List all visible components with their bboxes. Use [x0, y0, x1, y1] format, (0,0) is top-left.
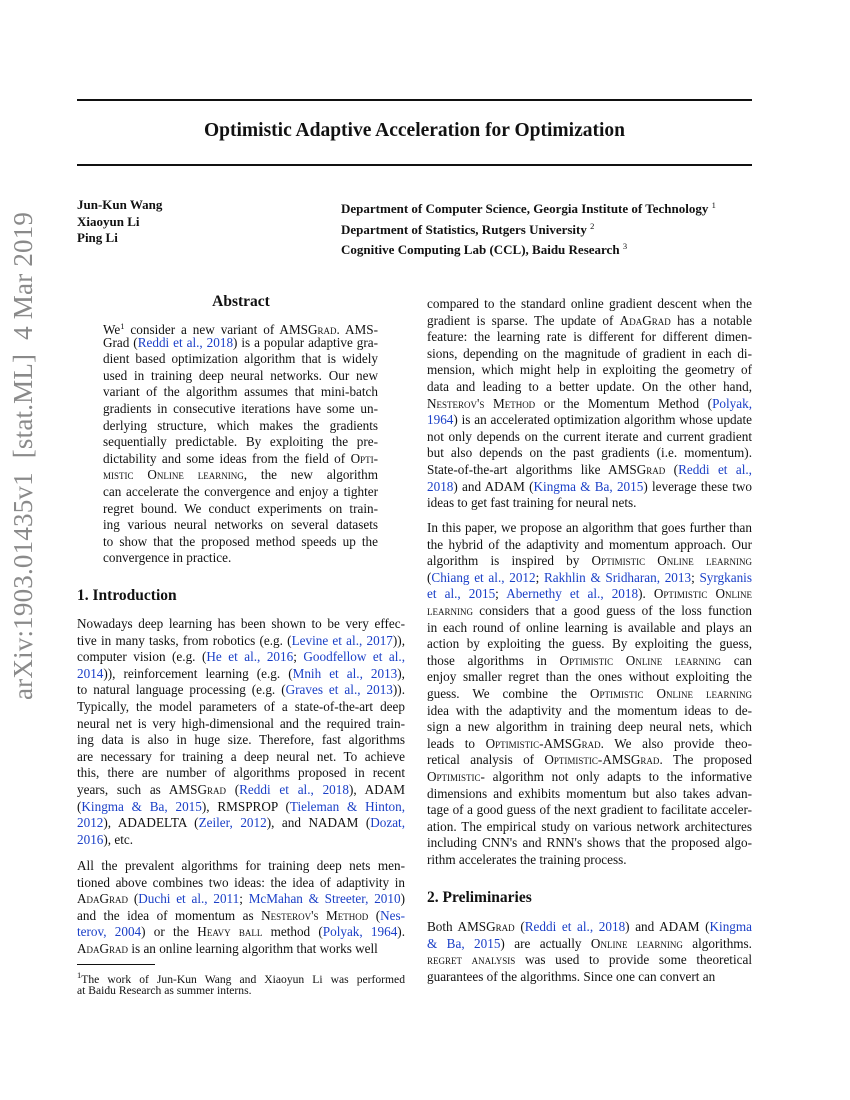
- text-line: [427, 445, 752, 462]
- text-line: [427, 362, 752, 379]
- text-run: The work of Jun-Kun Wang and Xiaoyun Li was performed: [81, 973, 405, 986]
- text-run: (: [225, 781, 240, 797]
- text-run: ), ADAM: [348, 781, 405, 797]
- text-line: [77, 699, 405, 716]
- text-run: tioned above combines two ideas: the idea of adaptivity in: [77, 874, 405, 890]
- text-run: not only depends on the current iterate and current gradient: [427, 428, 752, 444]
- text-line: [103, 368, 378, 385]
- text-line: [103, 467, 378, 484]
- citation-link[interactable]: Chiang et al., 2012: [431, 569, 536, 585]
- text-line: [103, 384, 378, 401]
- citation-link[interactable]: Reddi et al., 2018: [524, 919, 626, 934]
- text-line: [427, 786, 752, 803]
- small-caps-term: AdaGrad: [77, 940, 129, 956]
- text-run: State-of-the-art algorithms like AMS: [427, 461, 637, 477]
- text-run: algorithm is inspired by: [427, 553, 592, 569]
- text-run: used in training deep neural networks. Our new: [103, 367, 378, 383]
- text-run: tive in many tasks, from robotics (e.g. (: [77, 632, 292, 648]
- small-caps-term: Nesterov's Method: [261, 907, 369, 923]
- section-heading-introduction: 1. Introduction: [77, 587, 177, 604]
- citation-link[interactable]: Rakhlin & Sridharan, 2013: [544, 569, 692, 585]
- text-run: guess. We combine the: [427, 685, 591, 701]
- text-run: ) leverage these two: [643, 478, 752, 494]
- author-name: Jun-Kun Wang: [77, 197, 163, 212]
- text-line: [427, 919, 752, 936]
- text-run: )), reinforcement learning (e.g. (: [103, 665, 293, 681]
- text-line: [427, 603, 752, 620]
- text-run: variant of the algorithm assumes that mini-batch: [103, 384, 378, 400]
- text-run: those algorithms in: [427, 652, 560, 668]
- text-run: (: [514, 919, 525, 934]
- author-affiliations: [341, 197, 716, 259]
- small-caps-term: Optimistic: [544, 752, 598, 768]
- affiliation-mark: 2: [590, 220, 595, 231]
- text-run: computer vision (e.g. (: [77, 649, 207, 665]
- text-run: can: [721, 652, 752, 668]
- citation-link[interactable]: Mnih et al., 2013: [292, 665, 398, 681]
- text-run: gradients in consecutive iterations have some un-: [103, 400, 378, 416]
- text-run: Typically, the model parameters of a state-of-the-art deep: [77, 698, 405, 714]
- arxiv-stamp: arXiv:1903.01435v1 [stat.ML] 4 Mar 2019: [8, 211, 38, 700]
- text-line: [77, 633, 405, 650]
- text-line: [427, 396, 752, 413]
- text-line: [427, 736, 752, 753]
- text-run: (: [665, 461, 679, 477]
- intro-paragraph-2: [77, 858, 405, 958]
- text-run: guarantees of the algorithms. Since one can convert an: [427, 968, 716, 984]
- small-caps-term: regret analysis: [427, 952, 516, 968]
- text-run: sequentially predictable. By exploiting the pre-: [103, 434, 378, 450]
- text-run: ) is an accelerated optimization algorithm whose update: [453, 412, 752, 428]
- text-run: ), etc.: [103, 831, 134, 847]
- text-line: [427, 553, 752, 570]
- author-names: [77, 197, 162, 247]
- text-run: tage of a good guess of the next gradient to facilitate acceler-: [427, 802, 752, 818]
- text-run: (: [427, 569, 432, 585]
- small-caps-term: Nesterov's Method: [427, 395, 536, 411]
- text-run: ) or the: [141, 924, 198, 940]
- affiliation-text: Department of Statistics, Rutgers University: [341, 221, 587, 237]
- small-caps-term: Grad: [572, 735, 601, 751]
- text-run: ).: [638, 586, 654, 602]
- small-caps-term: Optimistic Online learning: [559, 652, 721, 668]
- text-line: [427, 412, 752, 429]
- text-run: but also depends on the past gradients (i.e. momentum).: [427, 445, 752, 461]
- citation-link[interactable]: Tieleman & Hinton,: [289, 798, 405, 814]
- text-run: action by exploiting the guess. By exploiting the guess,: [427, 636, 752, 652]
- text-run: enjoy smaller regret than the ones without exploiting the: [427, 669, 752, 685]
- footnote: [77, 967, 405, 999]
- text-line: [427, 703, 752, 720]
- text-line: [103, 451, 378, 468]
- text-run: Grad (: [103, 334, 138, 350]
- citation-link[interactable]: Reddi et al.,: [678, 461, 752, 477]
- text-line: [103, 418, 378, 435]
- citation-link[interactable]: He et al., 2016: [206, 649, 294, 665]
- affiliation: [341, 238, 716, 259]
- text-run: and the idea of momentum as: [77, 907, 262, 923]
- small-caps-term: Optimistic: [427, 768, 481, 784]
- text-line: [77, 924, 405, 941]
- small-caps-term: Grad: [308, 322, 337, 337]
- text-run: retical analysis of: [427, 752, 545, 768]
- text-run: )),: [392, 632, 405, 648]
- text-run: . AMS-: [336, 322, 378, 337]
- text-run: convergence in practice.: [103, 550, 232, 566]
- citation-link[interactable]: McMahan & Streeter, 2010: [248, 891, 401, 907]
- right-paragraph-1: [427, 296, 752, 512]
- footnote-mark[interactable]: 1: [77, 970, 82, 980]
- text-line: [427, 520, 752, 537]
- footnote-mark[interactable]: 1: [120, 321, 125, 331]
- affiliation: [341, 218, 716, 239]
- text-run: In this paper, we propose an algorithm that goes further than: [427, 520, 752, 535]
- text-run: (: [128, 891, 139, 907]
- text-line: [427, 802, 752, 819]
- text-line: [427, 752, 752, 769]
- citation-link[interactable]: Levine et al., 2017: [291, 632, 393, 648]
- citation-link[interactable]: Goodfellow et al.,: [303, 649, 405, 665]
- text-run: ing data is also in huge size. Therefore, fast algorithms: [77, 732, 405, 748]
- text-run: Nowadays deep learning has been shown to be very effec-: [77, 616, 405, 631]
- text-run: gradient is sparse. The update of: [427, 312, 620, 328]
- text-line: [427, 936, 752, 953]
- text-run: ).: [397, 924, 405, 940]
- text-line: [103, 318, 378, 335]
- small-caps-term: Online learning: [590, 935, 683, 951]
- text-run: this, there are number of algorithms proposed in recent: [77, 765, 405, 781]
- small-caps-term: mistic Online learning: [103, 467, 244, 483]
- text-run: can accelerate the convergence and enjoy a tighter: [103, 483, 378, 499]
- text-run: ), and NADAM (: [266, 815, 371, 831]
- text-line: [103, 550, 378, 567]
- text-line: [103, 401, 378, 418]
- text-run: to show that the proposed method speeds up the: [103, 533, 378, 549]
- right-paragraph-2: [427, 520, 752, 868]
- text-line: [77, 908, 405, 925]
- text-run: is an online learning algorithm that works well: [128, 940, 378, 956]
- text-run: - algorithm not only adapts to the informative: [480, 768, 752, 784]
- text-run: ) and ADAM (: [453, 478, 534, 494]
- citation-link[interactable]: 2018: [427, 478, 454, 494]
- text-line: [427, 329, 752, 346]
- text-run: (: [368, 907, 381, 923]
- small-caps-term: Optimistic Online learning: [591, 553, 752, 569]
- small-caps-term: Optimistic: [485, 735, 540, 751]
- small-caps-term: AdaGrad: [619, 312, 671, 328]
- text-line: [77, 941, 405, 958]
- text-line: [427, 636, 752, 653]
- text-run: ;: [495, 586, 507, 602]
- text-run: All the prevalent algorithms for training deep nets men-: [77, 858, 405, 873]
- text-run: . The proposed: [659, 752, 752, 768]
- small-caps-term: Grad: [197, 781, 226, 797]
- small-caps-term: Optimistic Online learning: [590, 685, 752, 701]
- text-run: leads to: [427, 735, 486, 751]
- citation-link[interactable]: Polyak,: [712, 395, 752, 411]
- text-line: [103, 517, 378, 534]
- text-run: -AMS: [539, 735, 573, 751]
- text-run: are necessary for training a deep neural net. To achieve: [77, 748, 405, 764]
- text-line: [427, 586, 752, 603]
- text-line: [427, 346, 752, 363]
- small-caps-term: Grad: [486, 919, 515, 934]
- text-run: sign a new algorithm in training deep neural nets, which: [427, 719, 752, 735]
- text-line: [103, 534, 378, 551]
- text-line: [427, 835, 752, 852]
- citation-link[interactable]: 2016: [77, 831, 104, 847]
- small-caps-term: Heavy ball: [197, 924, 263, 940]
- text-line: [427, 379, 752, 396]
- author-name: Xiaoyun Li: [77, 213, 140, 229]
- text-run: ation. The empirical study on various network architectures: [427, 818, 752, 834]
- citation-link[interactable]: Zeiler, 2012: [198, 815, 267, 831]
- text-line: [427, 570, 752, 587]
- abstract-body: [103, 318, 378, 567]
- text-line: [77, 716, 405, 733]
- title-bottom-rule: [77, 164, 752, 166]
- text-line: [77, 815, 405, 832]
- text-line: [77, 649, 405, 666]
- text-line: [103, 351, 378, 368]
- text-run: dient based optimization algorithm that is widely: [103, 351, 378, 367]
- text-run: ing various neural networks on several datasets: [103, 517, 378, 533]
- affiliation-text: Cognitive Computing Lab (CCL), Baidu Research: [341, 242, 620, 258]
- text-line: [427, 537, 752, 554]
- citation-link[interactable]: 2014: [77, 665, 104, 681]
- text-run: )).: [392, 682, 405, 698]
- text-line: [427, 719, 752, 736]
- text-line: [427, 852, 752, 869]
- text-line: [77, 967, 405, 986]
- text-line: [427, 429, 752, 446]
- text-run: ),: [397, 665, 405, 681]
- affiliation: [341, 197, 716, 218]
- text-run: considers that a good guess of the loss function: [473, 602, 752, 618]
- text-line: [77, 858, 405, 875]
- text-line: [103, 484, 378, 501]
- text-run: ), RMSPROP (: [201, 798, 290, 814]
- text-run: was used to provide some theoretical: [515, 952, 752, 968]
- text-run: We: [103, 322, 121, 337]
- text-run: or the Momentum Method (: [535, 395, 713, 411]
- text-run: ;: [535, 569, 544, 585]
- text-run: idea with the adaptivity and the momentum ideas to de-: [427, 702, 752, 718]
- text-run: dimensions and exhibits momentum but also takes advan-: [427, 785, 752, 801]
- text-line: [427, 313, 752, 330]
- citation-link[interactable]: Reddi et al., 2018: [137, 334, 234, 350]
- text-line: [77, 875, 405, 892]
- text-run: consider a new variant of AMS: [124, 322, 308, 337]
- text-line: [427, 819, 752, 836]
- citation-link[interactable]: 1964: [427, 412, 454, 428]
- citation-link[interactable]: 2012: [77, 815, 104, 831]
- affiliation-mark: 3: [622, 241, 628, 252]
- text-run: compared to the standard online gradient descent when the: [427, 296, 752, 311]
- text-run: neural net is very high-dimensional and the required train-: [77, 715, 405, 731]
- text-line: [103, 434, 378, 451]
- text-run: ;: [239, 891, 249, 907]
- citation-link[interactable]: Kingma & Ba, 2015: [81, 798, 202, 814]
- small-caps-term: AdaGrad: [77, 891, 129, 907]
- text-line: [427, 769, 752, 786]
- text-run: . We also provide theo-: [600, 735, 752, 751]
- text-line: [77, 616, 405, 633]
- citation-link[interactable]: Reddi et al., 2018: [239, 781, 349, 797]
- preliminaries-paragraph: [427, 919, 752, 985]
- text-line: [77, 682, 405, 699]
- text-run: ): [400, 891, 405, 907]
- text-run: method (: [262, 924, 323, 940]
- text-run: ;: [691, 569, 700, 585]
- citation-link[interactable]: terov, 2004: [77, 924, 142, 940]
- text-run: ), ADADELTA (: [103, 815, 199, 831]
- text-run: ;: [293, 649, 304, 665]
- text-run: (: [77, 798, 82, 814]
- text-run: feature: the learning rate is different for different dimen-: [427, 329, 752, 345]
- small-caps-term: Grad: [630, 752, 660, 768]
- text-run: data and leading to a better update. On the other hand,: [427, 378, 752, 394]
- text-line: [77, 666, 405, 683]
- text-run: in each round of online learning is available and plays an: [427, 619, 752, 635]
- section-heading-preliminaries: 2. Preliminaries: [427, 889, 532, 906]
- text-run: sions, depending on the magnitude of gradient in each di-: [427, 345, 752, 361]
- text-run: the hybrid of the adaptivity and momentum approach. Our: [427, 536, 752, 552]
- affiliation-text: Department of Computer Science, Georgia Institute of Technology: [341, 201, 709, 216]
- text-run: rithm accelerates the training process.: [427, 851, 627, 867]
- footnote-rule: [77, 964, 155, 965]
- intro-paragraph-1: [77, 616, 405, 848]
- citation-link[interactable]: Kingma & Ba, 2015: [533, 478, 644, 494]
- author-name: Ping Li: [77, 230, 118, 246]
- top-rule: [77, 99, 752, 101]
- text-run: ) is a popular adaptive gra-: [233, 334, 378, 350]
- text-line: [427, 969, 752, 986]
- text-line: [77, 732, 405, 749]
- citation-link[interactable]: Duchi et al., 2011: [138, 891, 240, 907]
- text-line: [103, 335, 378, 352]
- text-run: derlying structure, which makes the gradients: [103, 417, 378, 433]
- text-run: dictability and some ideas from the field of: [103, 450, 351, 466]
- citation-link[interactable]: Polyak, 1964: [322, 924, 398, 940]
- text-line: [427, 296, 752, 313]
- text-run: ) and ADAM (: [625, 919, 710, 934]
- citation-link[interactable]: Dozat,: [370, 815, 406, 831]
- small-caps-term: learning: [427, 602, 473, 618]
- small-caps-term: Grad: [636, 461, 666, 477]
- text-line: [103, 501, 378, 518]
- text-line: [77, 832, 405, 849]
- citation-link[interactable]: & Ba, 2015: [427, 935, 501, 951]
- citation-link[interactable]: Abernethy et al., 2018: [506, 586, 639, 602]
- text-run: to natural language processing (e.g. (: [77, 682, 286, 698]
- text-run: algorithms.: [682, 935, 752, 951]
- text-line: [427, 952, 752, 969]
- small-caps-term: Optimistic Online: [653, 586, 752, 602]
- text-run: regret bound. We conduct experiments on train-: [103, 500, 378, 516]
- text-line: [77, 749, 405, 766]
- text-run: has a notable: [670, 312, 752, 328]
- text-line: [427, 479, 752, 496]
- text-line: [77, 799, 405, 816]
- text-line: [77, 782, 405, 799]
- small-caps-term: Opti-: [350, 450, 378, 466]
- text-line: [77, 891, 405, 908]
- paper-title: Optimistic Adaptive Acceleration for Optimization: [203, 120, 625, 141]
- citation-link[interactable]: Syrgkanis: [699, 569, 752, 585]
- text-line: [427, 669, 752, 686]
- text-line: [427, 653, 752, 670]
- text-run: years, such as AMS: [77, 781, 198, 797]
- text-run: ) are actually: [500, 935, 591, 951]
- text-line: [427, 686, 752, 703]
- text-run: at Baidu Research as summer interns.: [77, 984, 252, 997]
- text-line: [427, 462, 752, 479]
- text-run: -AMS: [597, 752, 631, 768]
- citation-link[interactable]: Nes-: [380, 907, 405, 923]
- citation-link[interactable]: Graves et al., 2013: [285, 682, 393, 698]
- text-line: [77, 765, 405, 782]
- text-run: ideas to get fast training for neural nets.: [427, 495, 637, 511]
- citation-link[interactable]: Kingma: [709, 919, 752, 934]
- text-run: mension, which might help in exploiting the geometry of: [427, 362, 752, 378]
- text-run: including CNN's and RNN's shows that the proposed algo-: [427, 835, 752, 851]
- text-run: Both AMS: [427, 919, 487, 934]
- citation-link[interactable]: et al., 2015: [427, 586, 496, 602]
- text-line: [427, 495, 752, 512]
- text-run: , the new algorithm: [243, 467, 379, 483]
- text-line: [427, 620, 752, 637]
- abstract-heading: Abstract: [212, 293, 270, 310]
- affiliation-mark: 1: [711, 200, 716, 210]
